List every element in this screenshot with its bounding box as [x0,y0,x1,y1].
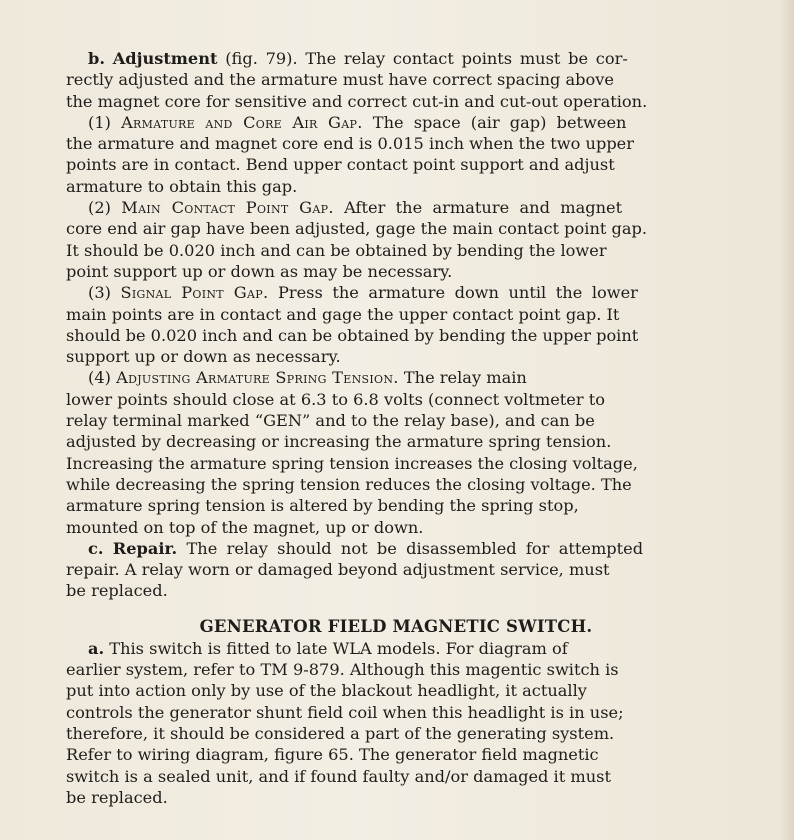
item-3-line-4: support up or down as necessary. [66,347,341,367]
repair-line-2: repair. A relay worn or damaged beyond adjustment service, must [66,560,610,580]
item-4-line-2: lower points should close at 6.3 to 6.8 volts (connect voltmeter to [66,389,606,409]
item-4-line-1 [66,367,726,388]
adjustment-label: b. [88,49,105,68]
adjustment-line-2: rectly adjusted and the armature must have correct spacing above [66,70,614,90]
item-4-title: Adjusting Armature Spring Tension. [116,368,399,388]
item-1-number: (1) [88,112,111,132]
item-1-title: Armature and Core Air Gap. [121,112,363,132]
para-a-line-6: Refer to wiring diagram, figure 65. The generator field magnetic [66,745,599,765]
para-a-line-7: switch is a sealed unit, and if found faulty and/or damaged it must [66,766,611,786]
item-1-line-4: armature to obtain this gap. [66,176,298,196]
text-column [66,48,726,808]
item-1-text: The space (air gap) between [372,112,627,132]
repair-title: Repair. [112,538,178,558]
para-a-line-2: earlier system, refer to TM 9-879. Although this magentic switch is [66,660,619,680]
item-3-line-1 [66,282,726,303]
item-4-text: The relay main [403,368,527,388]
item-3-title: Signal Point Gap. [120,283,269,303]
item-2-line-1 [66,197,726,218]
para-a-line-5: therefore, it should be considered a part of the generating system. [66,723,615,743]
adjustment-line-1 [66,48,726,69]
item-4-line-5: Increasing the armature spring tension increases the closing voltage, [66,453,638,473]
item-2-line-2: core end air gap have been adjusted, gage the main contact point gap. [66,219,648,239]
item-4-line-3: relay terminal marked “GEN” and to the relay base), and can be [66,411,595,431]
item-3-number: (3) [88,283,111,303]
item-2-line-3: It should be 0.020 inch and can be obtained by bending the lower [66,240,607,260]
item-3-line-3: should be 0.020 inch and can be obtained by bending the upper point [66,325,639,345]
adjustment-text: (fig. 79). The relay contact points must be cor- [225,49,628,68]
adjustment-line-3: the magnet core for sensitive and correct cut-in and cut-out operation. [66,91,648,111]
repair-line-1 [66,538,726,559]
item-4-number: (4) [88,368,111,388]
item-4-line-4: adjusted by decreasing or increasing the armature spring tension. [66,432,612,452]
item-1-line-3: points are in contact. Bend upper contact point support and adjust [66,155,615,175]
item-4-line-6: while decreasing the spring tension reduces the closing voltage. The [66,474,632,494]
item-2-number: (2) [88,198,111,218]
page-edge-shadow [780,0,794,840]
adjustment-title: Adjustment [112,49,218,68]
item-1-line-2: the armature and magnet core end is 0.015 inch when the two upper [66,134,634,154]
section-heading: GENERATOR FIELD MAGNETIC SWITCH. [199,616,593,636]
item-3-line-2: main points are in contact and gage the upper contact point gap. It [66,304,620,324]
item-4-line-8: mounted on top of the magnet, up or down. [66,517,424,537]
item-3-text: Press the armature down until the lower [277,283,638,303]
repair-text: The relay should not be disassembled for attempted [186,538,644,558]
item-2-title: Main Contact Point Gap. [121,198,334,218]
para-a-line-8: be replaced. [66,787,168,807]
item-1-line-1 [66,112,726,133]
repair-label: c. [88,538,104,558]
para-a-label: a. [88,638,105,658]
item-4-line-7: armature spring tension is altered by bending the spring stop, [66,496,579,516]
item-2-line-4: point support up or down as may be necessary. [66,261,453,281]
para-a-line-1 [66,638,726,659]
repair-line-3: be replaced. [66,581,168,601]
para-a-text: This switch is fitted to late WLA models. For diagram of [109,638,568,658]
section-spacer [66,602,726,616]
para-a-line-4: controls the generator shunt field coil when this headlight is in use; [66,702,624,722]
item-2-text: After the armature and magnet [344,198,623,218]
para-a-line-3: put into action only by use of the blackout headlight, it actually [66,681,587,701]
